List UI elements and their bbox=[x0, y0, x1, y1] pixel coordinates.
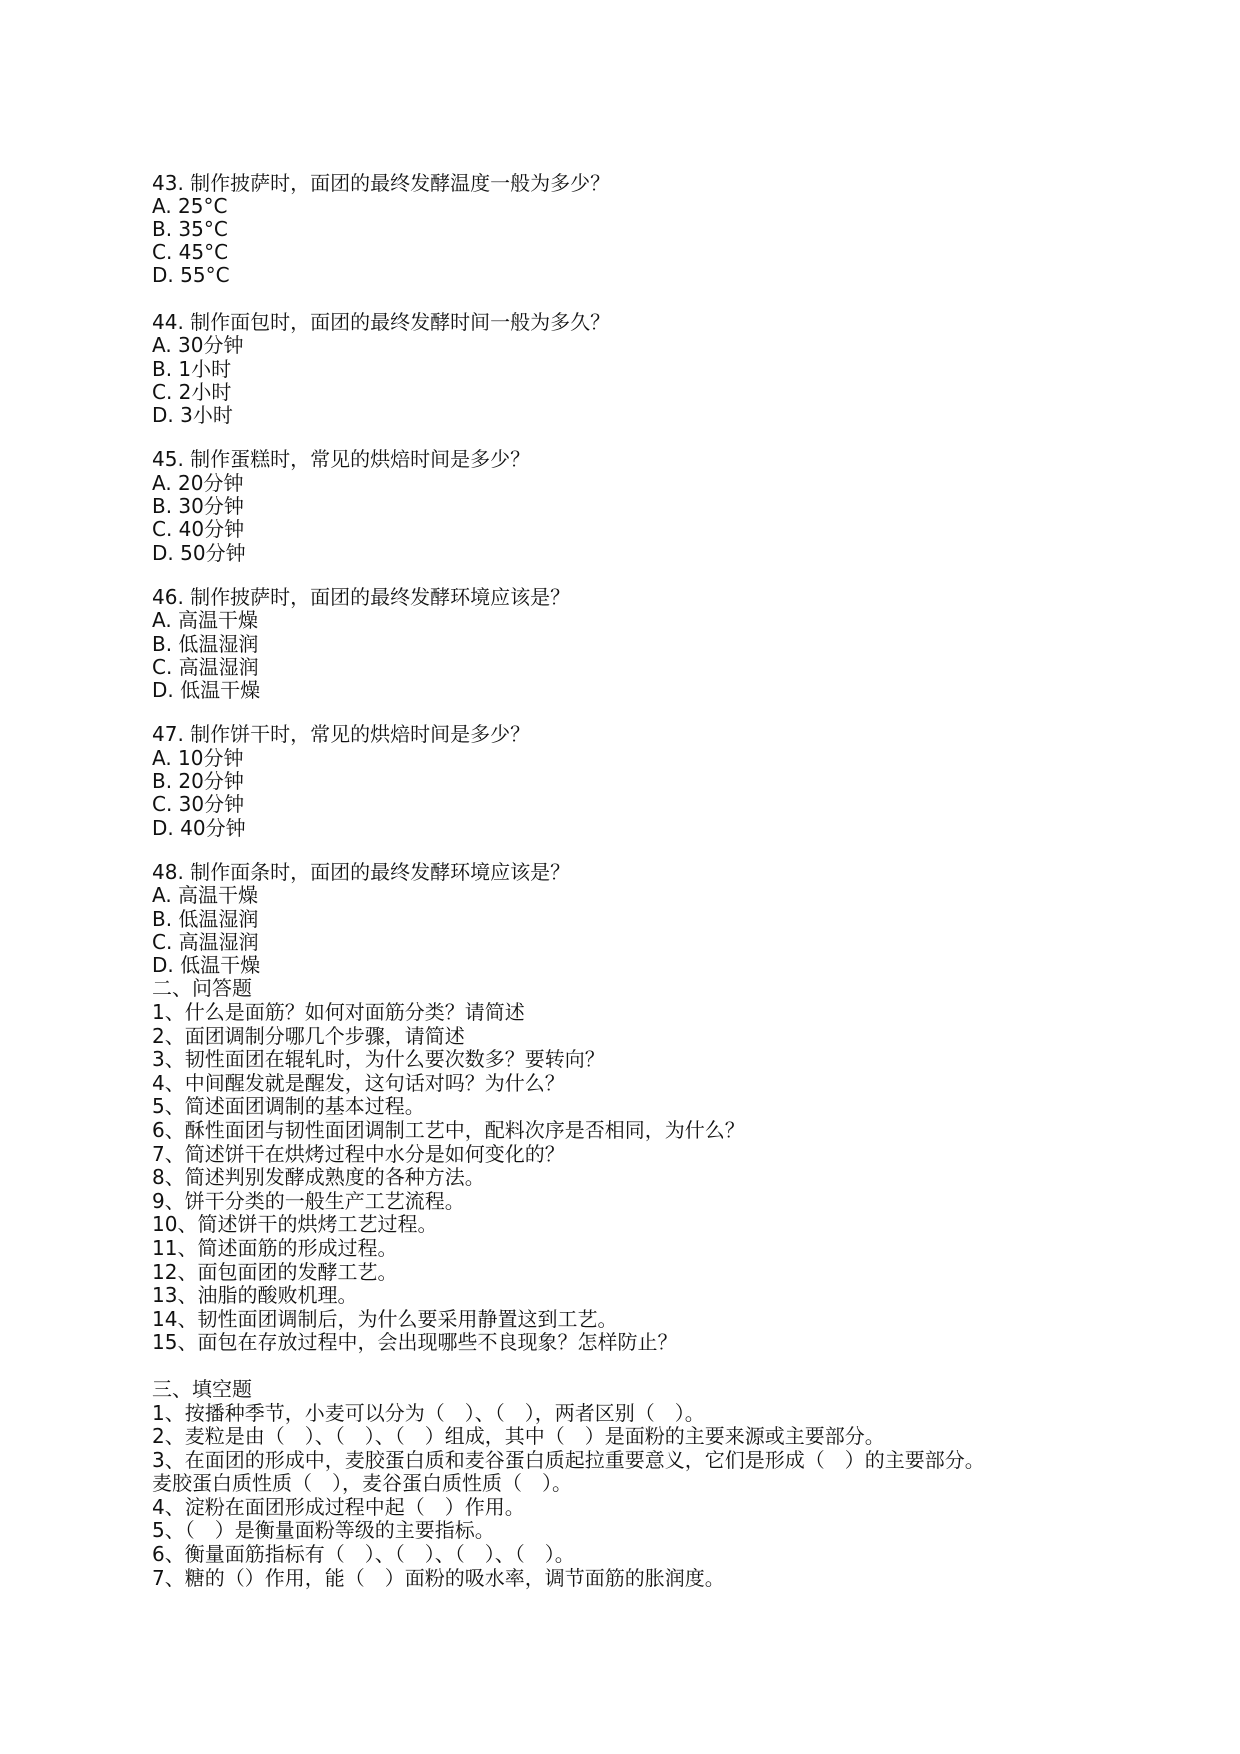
option-b: B. 20分钟 bbox=[152, 769, 244, 794]
qa-item: 8、简述判别发酵成熟度的各种方法。 bbox=[152, 1165, 485, 1190]
fill-item: 1、按播种季节，小麦可以分为（ ）、（ ），两者区别（ ）。 bbox=[152, 1400, 705, 1425]
option-b: B. 低温湿润 bbox=[152, 906, 259, 931]
qa-item: 15、面包在存放过程中，会出现哪些不良现象？怎样防止？ bbox=[152, 1330, 678, 1355]
qa-item: 4、中间醒发就是醒发，这句话对吗？为什么？ bbox=[152, 1070, 565, 1095]
option-c: C. 2小时 bbox=[152, 379, 232, 404]
section-title-fill: 三、填空题 bbox=[152, 1376, 252, 1401]
fill-item: 2、麦粒是由（ ）、（ ）、（ ）组成，其中（ ）是面粉的主要来源或主要部分。 bbox=[152, 1424, 885, 1449]
qa-item: 5、简述面团调制的基本过程。 bbox=[152, 1094, 425, 1119]
question-text: 45. 制作蛋糕时，常见的烘焙时间是多少？ bbox=[152, 447, 531, 472]
option-d: D. 3小时 bbox=[152, 403, 233, 428]
qa-item: 11、简述面筋的形成过程。 bbox=[152, 1235, 398, 1260]
option-a: A. 25°C bbox=[152, 194, 228, 218]
option-c: C. 高温湿润 bbox=[152, 929, 259, 954]
qa-item: 13、油脂的酸败机理。 bbox=[152, 1283, 358, 1308]
qa-item: 7、简述饼干在烘烤过程中水分是如何变化的？ bbox=[152, 1141, 565, 1166]
qa-item: 12、面包面团的发酵工艺。 bbox=[152, 1259, 398, 1284]
fill-item: 7、糖的（）作用，能（ ）面粉的吸水率，调节面筋的胀润度。 bbox=[152, 1565, 725, 1590]
option-b: B. 30分钟 bbox=[152, 494, 244, 519]
option-a: A. 20分钟 bbox=[152, 470, 244, 495]
option-d: D. 40分钟 bbox=[152, 815, 246, 840]
document-page bbox=[152, 172, 1192, 1590]
qa-item: 1、什么是面筋？如何对面筋分类？请简述 bbox=[152, 1000, 525, 1025]
question-48 bbox=[152, 861, 1192, 977]
qa-item: 14、韧性面团调制后，为什么要采用静置这到工艺。 bbox=[152, 1306, 618, 1331]
option-a: A. 高温干燥 bbox=[152, 608, 259, 633]
option-a: A. 高温干燥 bbox=[152, 883, 259, 908]
option-c: C. 高温湿润 bbox=[152, 654, 259, 679]
option-c: C. 40分钟 bbox=[152, 517, 245, 542]
question-text: 43. 制作披萨时，面团的最终发酵温度一般为多少？ bbox=[152, 171, 611, 195]
option-c: C. 45°C bbox=[152, 240, 229, 264]
option-b: B. 低温湿润 bbox=[152, 631, 259, 656]
section-title-qa: 二、问答题 bbox=[152, 976, 252, 1001]
option-d: D. 50分钟 bbox=[152, 540, 246, 565]
question-45 bbox=[152, 448, 1192, 564]
question-43 bbox=[152, 172, 1192, 287]
option-d: D. 低温干燥 bbox=[152, 678, 261, 703]
qa-item: 3、韧性面团在辊轧时，为什么要次数多？要转向？ bbox=[152, 1047, 605, 1072]
option-c: C. 30分钟 bbox=[152, 792, 245, 817]
fill-item: 5、（ ）是衡量面粉等级的主要指标。 bbox=[152, 1518, 495, 1543]
fill-item: 4、淀粉在面团形成过程中起（ ）作用。 bbox=[152, 1494, 525, 1519]
option-a: A. 30分钟 bbox=[152, 333, 244, 358]
question-text: 46. 制作披萨时，面团的最终发酵环境应该是？ bbox=[152, 584, 571, 609]
option-b: B. 35°C bbox=[152, 217, 228, 241]
question-text: 47. 制作饼干时，常见的烘焙时间是多少？ bbox=[152, 722, 531, 747]
section-gap bbox=[152, 1355, 1192, 1378]
question-47 bbox=[152, 723, 1192, 839]
option-d: D. 55°C bbox=[152, 263, 230, 287]
question-44 bbox=[152, 311, 1192, 427]
question-text: 44. 制作面包时，面团的最终发酵时间一般为多久？ bbox=[152, 310, 611, 334]
option-a: A. 10分钟 bbox=[152, 745, 244, 770]
fill-item-continuation: 麦胶蛋白质性质（ ），麦谷蛋白质性质（ ）。 bbox=[152, 1471, 572, 1496]
fill-item: 6、衡量面筋指标有（ ）、（ ）、（ ）、（ ）。 bbox=[152, 1542, 575, 1567]
question-text: 48. 制作面条时，面团的最终发酵环境应该是？ bbox=[152, 859, 571, 884]
qa-item: 9、饼干分类的一般生产工艺流程。 bbox=[152, 1188, 465, 1213]
qa-item: 10、简述饼干的烘烤工艺过程。 bbox=[152, 1212, 438, 1237]
qa-item: 2、面团调制分哪几个步骤，请简述 bbox=[152, 1023, 465, 1048]
fill-item: 3、在面团的形成中，麦胶蛋白质和麦谷蛋白质起拉重要意义，它们是形成（ ）的主要部分。 bbox=[152, 1447, 985, 1472]
qa-item: 6、酥性面团与韧性面团调制工艺中，配料次序是否相同，为什么？ bbox=[152, 1117, 745, 1142]
option-b: B. 1小时 bbox=[152, 356, 232, 381]
option-d: D. 低温干燥 bbox=[152, 953, 261, 978]
question-46 bbox=[152, 586, 1192, 702]
